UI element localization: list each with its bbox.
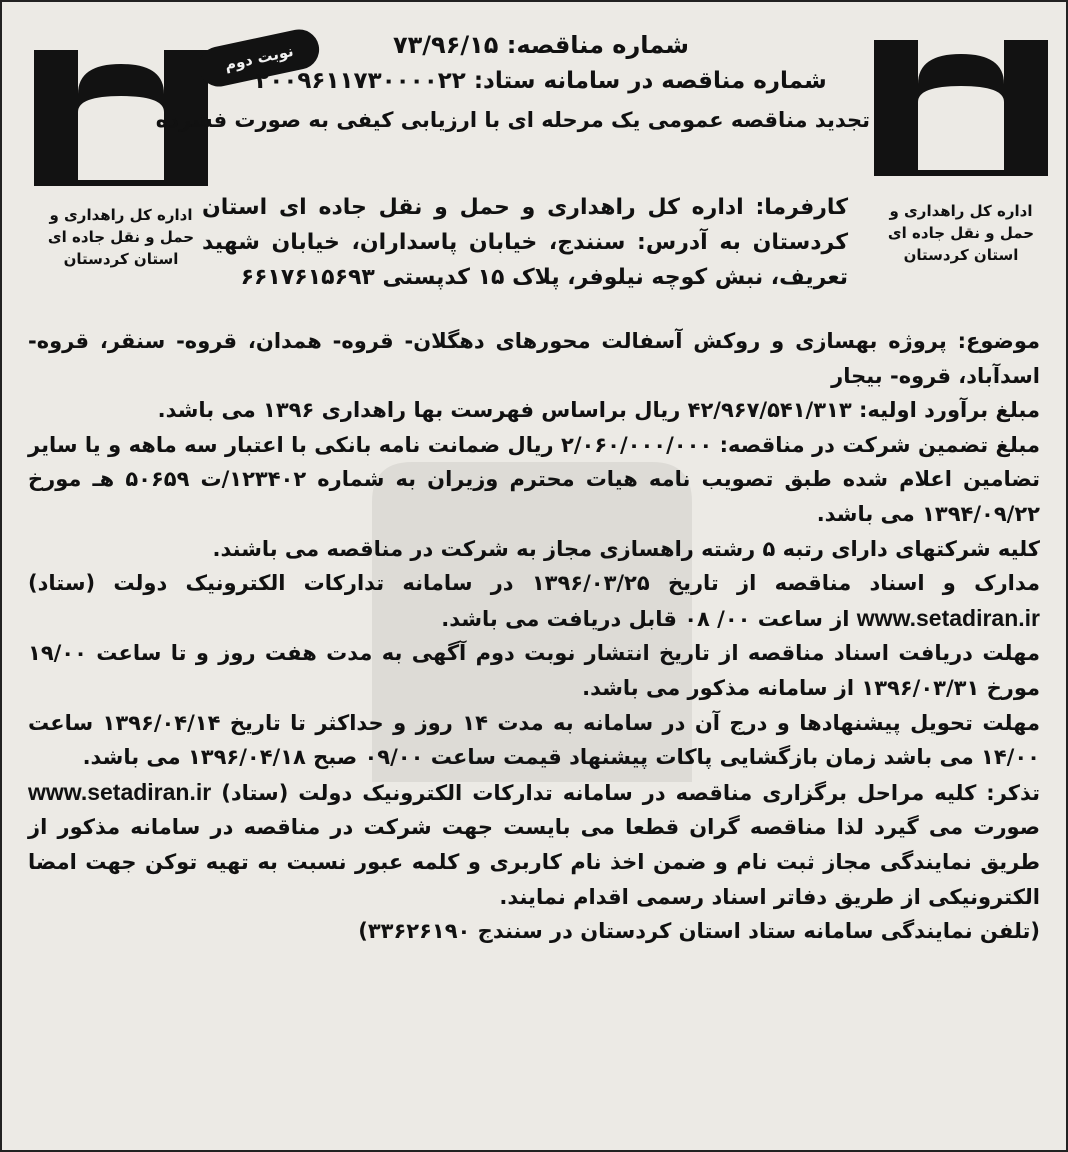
second-round-badge: نوبت دوم xyxy=(195,26,323,90)
tender-number: شماره مناقصه: ۷۳/۹۶/۱۵ xyxy=(392,31,689,59)
notice-body xyxy=(28,324,1040,949)
estimate-paragraph: مبلغ برآورد اولیه: ۴۲/۹۶۷/۵۴۱/۳۱۳ ریال براساس فهرست بها راهداری ۱۳۹۶ می باشد. xyxy=(157,398,1040,423)
employer-address: کارفرما: اداره کل راهداری و حمل و نقل جاده ای استان کردستان به آدرس: سنندج، خیابان پاسداران، خیابان شهید تعریف، نبش کوچه نیلوفر، پلاک ۱۵ کدپستی ۶۶۱۷۶۱۵۶۹۳ xyxy=(202,195,848,290)
documents-paragraph: مدارک و اسناد مناقصه از تاریخ ۱۳۹۶/۰۳/۲۵ در سامانه تدارکات الکترونیک دولت (ستاد) www.setadiran.ir از ساعت ۰۰/ ۰۸ قابل دریافت می باشد. xyxy=(28,571,1040,631)
header xyxy=(2,2,1068,292)
tender-title: تجدید مناقصه عمومی یک مرحله ای با ارزیابی کیفی به صورت فشرده xyxy=(155,108,870,132)
org-name-left: اداره کل راهداری و حمل و نقل جاده ای استان کردستان xyxy=(47,206,195,268)
setad-tender-number: شماره مناقصه در سامانه ستاد: ۲۰۰۹۶۱۱۷۳۰۰۰۰۲۲ xyxy=(255,68,827,94)
eligibility-paragraph: کلیه شرکتهای دارای رتبه ۵ رشته راهسازی مجاز به شرکت در مناقصه می باشند. xyxy=(212,536,1040,561)
note-paragraph: تذکر: کلیه مراحل برگزاری مناقصه در سامانه تدارکات الکترونیک دولت (ستاد) www.setadiran.ir صورت می گیرد لذا مناقصه گران قطعا می بایست جهت شرکت در مناقصه در سامانه مذکور از طریق نمایندگی مجاز ثبت نام و ضمن اخذ نام کاربری و کلمه عبور نسبت به تهیه توکن جهت امضا الکترونیکی از طریق دفاتر اسناد رسمی اقدام نمایند. xyxy=(28,778,1040,909)
submit-deadline-paragraph: مهلت تحویل پیشنهادها و درج آن در سامانه به مدت ۱۴ روز و حداکثر تا تاریخ ۱۳۹۶/۰۴/۱۴ ساعت ۱۴/۰۰ می باشد زمان بازگشایی پاکات پیشنهاد قیمت ساعت ۰۹/۰۰ صبح ۱۳۹۶/۰۴/۱۸ می باشد. xyxy=(28,710,1040,770)
header-titles xyxy=(155,28,870,140)
phone-paragraph: (تلفن نمایندگی سامانه ستاد استان کردستان در سنندج ۳۳۶۲۶۱۹۰) xyxy=(358,919,1040,944)
receive-deadline-paragraph: مهلت دریافت اسناد مناقصه از تاریخ انتشار نوبت دوم آگهی به مدت هفت روز و تا ساعت ۱۹/۰۰ مورخ ۱۳۹۶/۰۳/۳۱ از سامانه مذکور می باشد. xyxy=(28,641,1040,700)
guarantee-paragraph: مبلغ تضمین شرکت در مناقصه: ۲/۰۶۰/۰۰۰/۰۰۰ ریال ضمانت نامه بانکی با اعتبار سه ماهه و یا سایر تضامین اعلام شده طبق تصویب نامه هیات محترم وزیران به شماره ۱۲۳۴۰۲/ت ۵۰۶۵۹ هـ مورخ ۱۳۹۴/۰۹/۲۲ می باشد. xyxy=(28,432,1041,526)
setadiran-link[interactable]: www.setadiran.ir xyxy=(856,604,1040,631)
setadiran-link[interactable]: www.setadiran.ir xyxy=(28,778,212,805)
rmto-logo-icon xyxy=(866,24,1056,184)
subject-paragraph: موضوع: پروژه بهسازی و روکش آسفالت محورهای دهگلان- قروه- همدان، قروه- سنقر، قروه- اسدآباد، قروه- بیجار xyxy=(28,329,1040,388)
org-name-right: اداره کل راهداری و حمل و نقل جاده ای استان کردستان xyxy=(887,202,1035,264)
